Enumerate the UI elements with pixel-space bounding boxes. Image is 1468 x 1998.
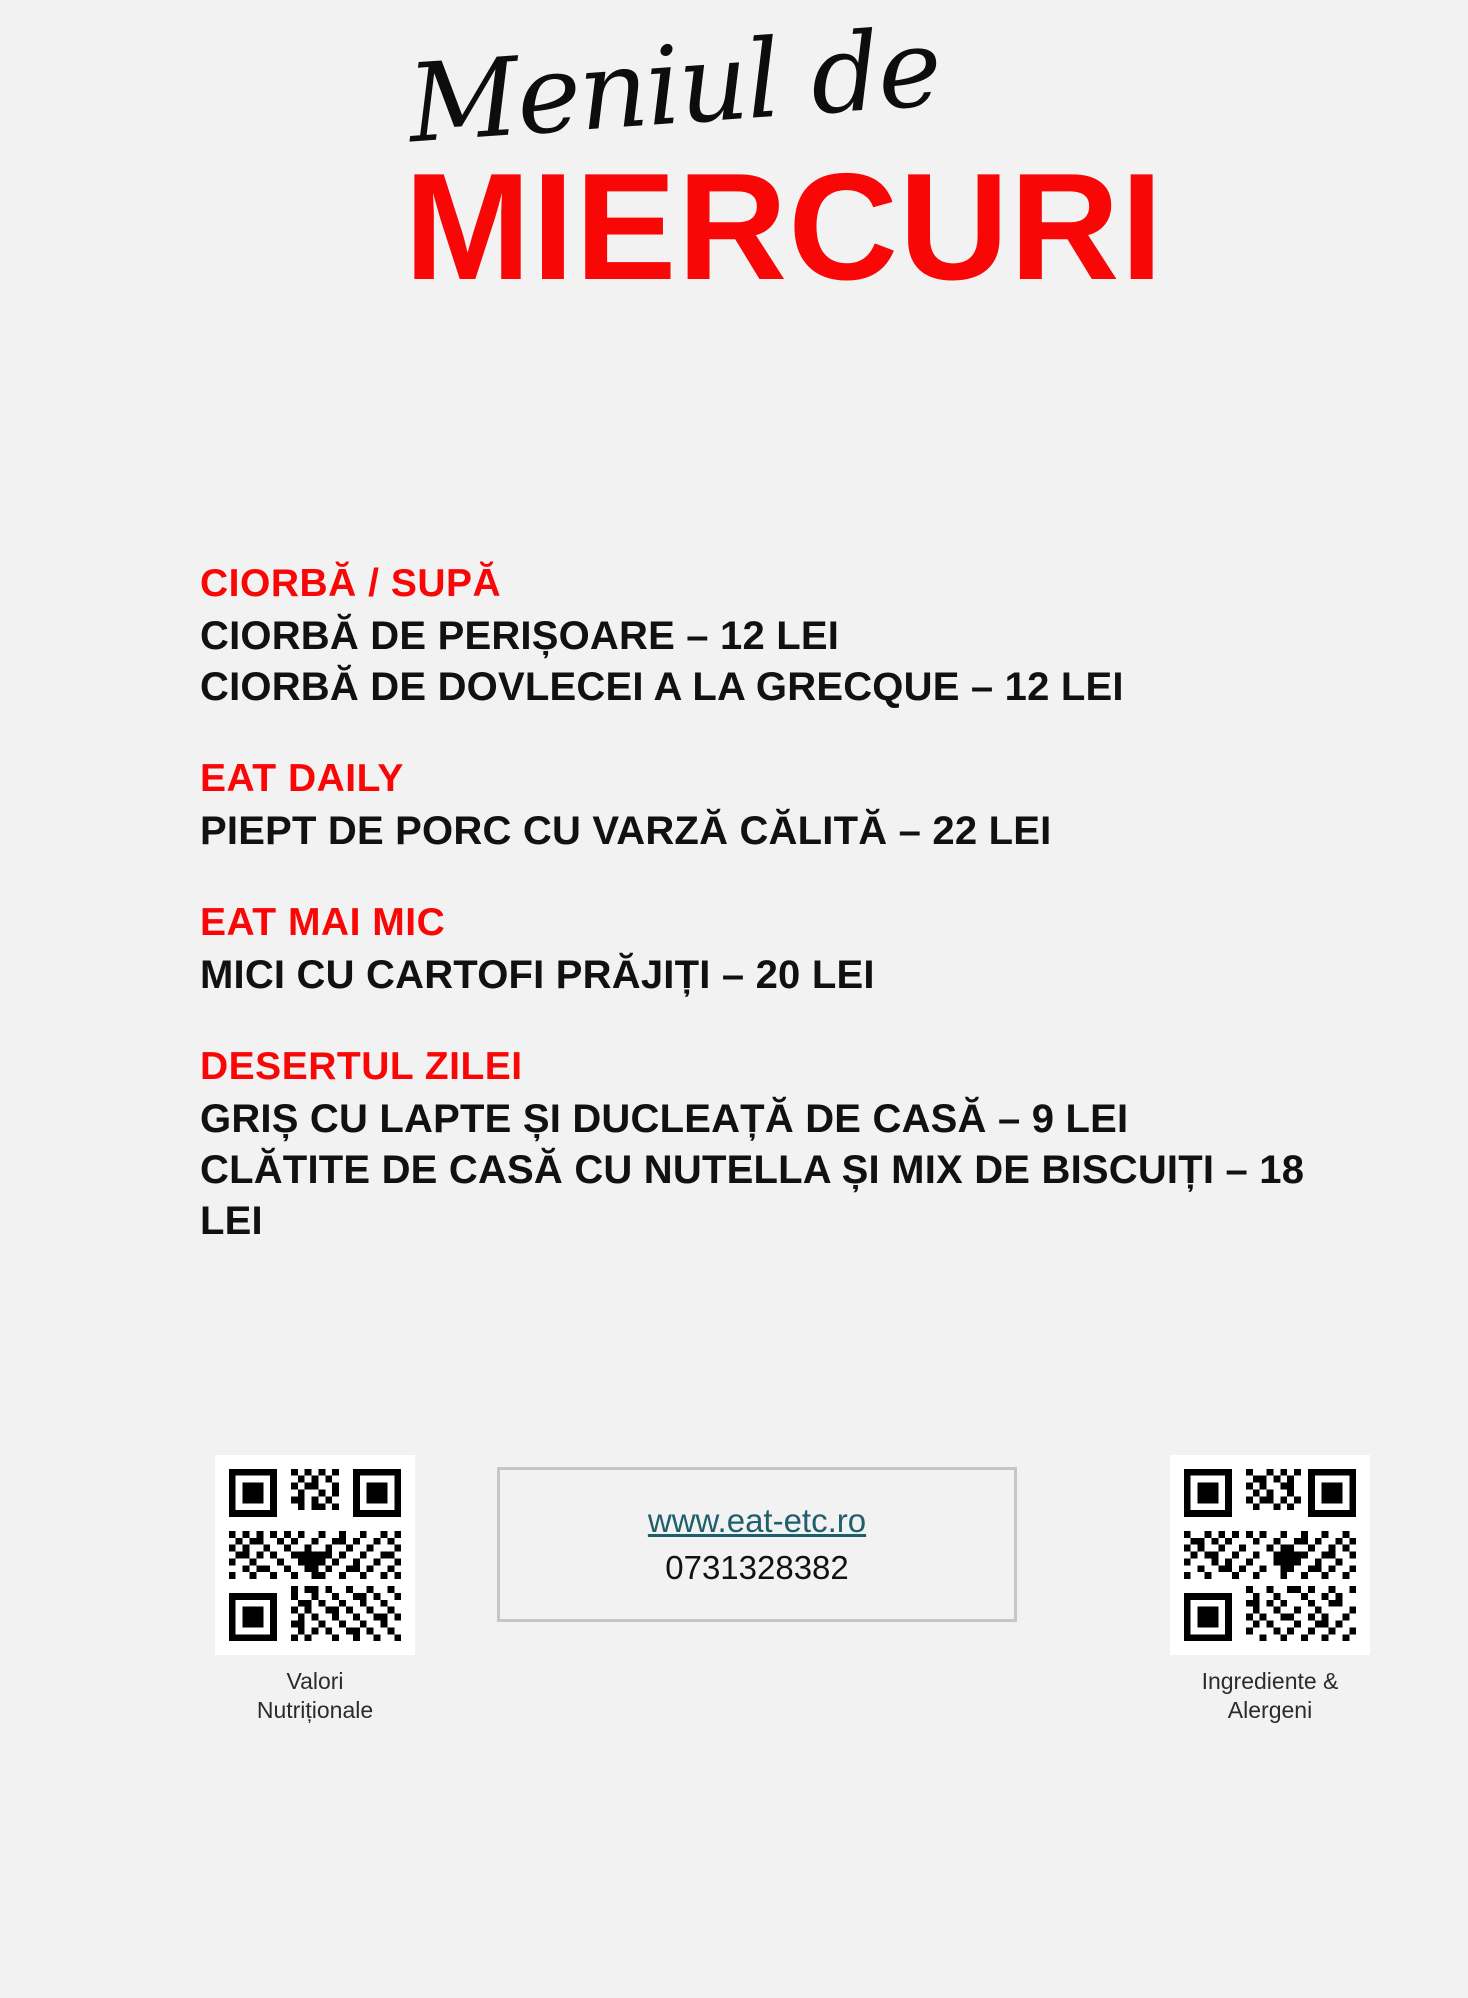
section-title: CIORBĂ / SUPĂ xyxy=(200,562,502,605)
script-heading: Meniul de xyxy=(404,5,944,168)
menu-item: MICI CU CARTOFI PRĂJIȚI – 20 LEI xyxy=(200,952,875,997)
menu-item: CIORBĂ DE PERIȘOARE – 12 LEI xyxy=(200,613,840,658)
website-link[interactable]: www.eat-etc.ro xyxy=(647,1501,867,1539)
poster-header xyxy=(0,5,1468,313)
section-title: DESERTUL ZILEI xyxy=(200,1045,523,1088)
day-heading: MIERCURI xyxy=(404,142,1164,313)
menu-item: GRIȘ CU LAPTE ȘI DUCLEAȚĂ DE CASĂ – 9 LEI xyxy=(200,1096,1129,1141)
section-title: EAT DAILY xyxy=(200,757,404,801)
qr-code-icon[interactable] xyxy=(215,1455,415,1655)
menu-section xyxy=(200,560,1360,713)
poster-footer xyxy=(0,1440,1468,1800)
menu-section xyxy=(200,1043,1360,1247)
contact-box xyxy=(497,1467,1017,1622)
phone-number: 0731328382 xyxy=(665,1548,849,1586)
qr-block-nutrition[interactable] xyxy=(190,1455,440,1725)
qr-caption-nutrition: Valori Nutriționale xyxy=(256,1668,374,1723)
menu-item: CIORBĂ DE DOVLECEI A LA GRECQUE – 12 LEI xyxy=(200,664,1124,709)
menu-section xyxy=(200,899,1360,1001)
menu-item: PIEPT DE PORC CU VARZĂ CĂLITĂ – 22 LEI xyxy=(200,808,1052,853)
qr-block-allergens[interactable] xyxy=(1145,1455,1395,1725)
qr-code-icon[interactable] xyxy=(1170,1455,1370,1655)
qr-caption-allergens: Ingrediente & Alergeni xyxy=(1201,1668,1339,1723)
menu-item: CLĂTITE DE CASĂ CU NUTELLA ȘI MIX DE BISCUIȚI – 18 LEI xyxy=(200,1147,1305,1244)
menu-section xyxy=(200,755,1360,857)
menu-sections xyxy=(200,560,1360,1247)
section-title: EAT MAI MIC xyxy=(200,901,446,945)
